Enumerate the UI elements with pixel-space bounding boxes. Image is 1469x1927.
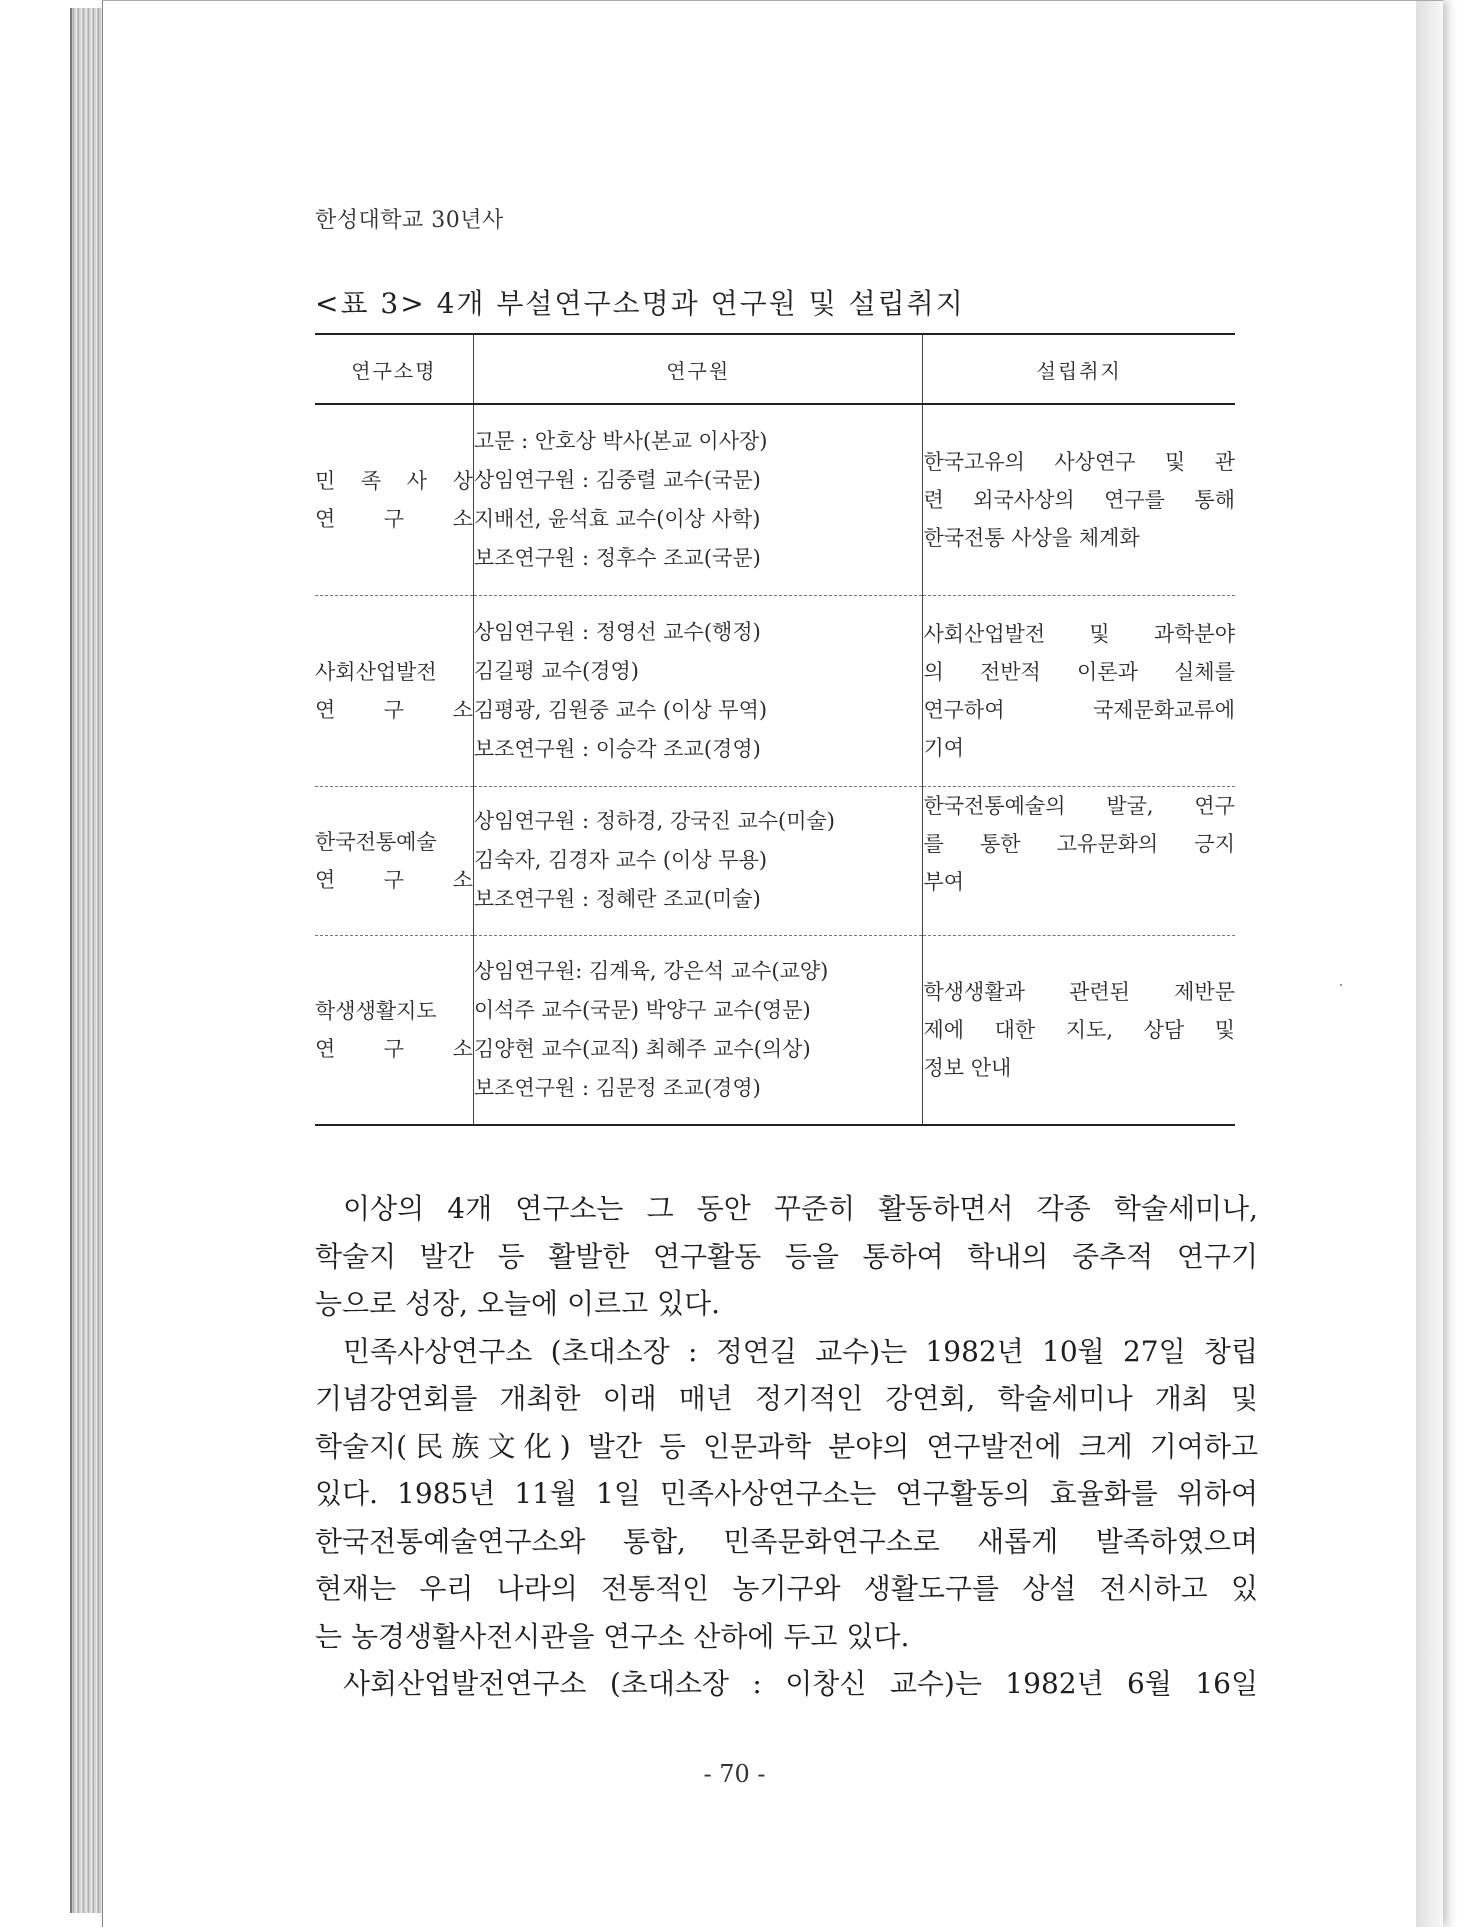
purpose-cell [923, 595, 1235, 786]
text-line: 능으로 성장, 오늘에 이르고 있다. [315, 1287, 721, 1320]
member-line: 지배선, 윤석효 교수(이상 사학) [473, 506, 761, 531]
table-row [315, 595, 1235, 786]
text-line: 사회산업발전연구소 (초대소장 : 이창신 교수)는 1982년 6월 16일 [343, 1667, 1258, 1700]
member-line: 김평광, 김원중 교수 (이상 무역) [473, 697, 768, 722]
purpose-line: 부여 [923, 869, 965, 894]
text-line: 한국전통예술연구소와 통합, 민족문화연구소로 새롭게 발족하였으며 [315, 1524, 1258, 1558]
institute-name-line: 학생생활지도 [315, 998, 437, 1023]
institute-name [315, 404, 473, 595]
institute-name-line: 한국전통예술 [315, 829, 437, 854]
member-line: 보조연구원 : 김문정 조교(경영) [473, 1075, 761, 1100]
member-line: 상임연구원 : 김중렬 교수(국문) [473, 467, 761, 492]
institute-name-line: 연 구 소 [315, 506, 473, 531]
text-line: 기념강연회를 개최한 이래 매년 정기적인 강연회, 학술세미나 개최 및 [315, 1382, 1258, 1415]
page-right-shadow [1416, 1, 1443, 1927]
page-number: - 70 - [703, 1760, 766, 1788]
member-line: 김길평 교수(경영) [473, 658, 639, 683]
member-line: 상임연구원: 김계육, 강은석 교수(교양) [473, 958, 829, 983]
members-cell [473, 404, 923, 595]
table-caption: <표 3> 4개 부설연구소명과 연구원 및 설립취지 [315, 287, 965, 320]
research-institutes-table [315, 333, 1235, 1126]
header-members: 연구원 [473, 334, 923, 404]
members-cell [473, 935, 923, 1125]
purpose-line: 한국전통 사상을 체계화 [923, 525, 1140, 550]
purpose-line: 정보 안내 [923, 1055, 1012, 1080]
table-row [315, 404, 1235, 595]
institute-name [315, 595, 473, 786]
text-line: 학술지(民族文化) 발간 등 인문과학 분야의 연구발전에 크게 기여하고 [315, 1429, 1258, 1463]
purpose-cell [923, 404, 1235, 595]
body-text [315, 1185, 1258, 1708]
header-institute: 연구소명 [315, 334, 473, 404]
table-row [315, 935, 1235, 1125]
institute-name [315, 935, 473, 1125]
institute-name-line: 사회산업발전 [315, 659, 437, 684]
book-page-edges [70, 8, 106, 1913]
text-line: 있다. 1985년 11월 1일 민족사상연구소는 연구활동의 효율화를 위하여 [315, 1477, 1258, 1510]
member-line: 이석주 교수(국문) 박양구 교수(영문) [473, 997, 811, 1022]
member-line: 보조연구원 : 정후수 조교(국문) [473, 545, 761, 570]
institute-name-line: 민 족 사 상 [315, 468, 473, 493]
institute-name [315, 786, 473, 935]
member-line: 상임연구원 : 정하경, 강국진 교수(미술) [473, 809, 836, 833]
paragraph [315, 1328, 1258, 1661]
purpose-line: 의 전반적 이론과 실체를 [923, 659, 1235, 684]
member-line: 김양현 교수(교직) 최혜주 교수(의상) [473, 1036, 811, 1061]
purpose-line: 연구하여 국제문화교류에 [923, 697, 1235, 722]
purpose-line: 련 외국사상의 연구를 통해 [923, 487, 1235, 512]
institute-name-line: 연 구 소 [315, 867, 473, 892]
scan-speck [1340, 984, 1342, 986]
paragraph [315, 1185, 1258, 1328]
purpose-cell [923, 786, 1235, 935]
purpose-line: 한국고유의 사상연구 및 관 [923, 449, 1235, 474]
institute-name-line: 연 구 소 [315, 1036, 473, 1061]
member-line: 상임연구원 : 정영선 교수(행정) [473, 619, 761, 644]
purpose-line: 를 통한 고유문화의 긍지 [923, 831, 1235, 856]
purpose-cell [923, 935, 1235, 1125]
text-line: 민족사상연구소 (초대소장 : 정연길 교수)는 1982년 10월 27일 창립 [343, 1334, 1258, 1368]
text-line: 는 농경생활사전시관을 연구소 산하에 두고 있다. [315, 1619, 910, 1653]
running-head: 한성대학교 30년사 [315, 208, 504, 233]
members-cell [473, 595, 923, 786]
paragraph [315, 1660, 1258, 1708]
member-line: 보조연구원 : 이승각 조교(경영) [473, 736, 761, 761]
purpose-line: 사회산업발전 및 과학분야 [923, 621, 1235, 646]
members-cell [473, 786, 923, 935]
text-line: 학술지 발간 등 활발한 연구활동 등을 통하여 학내의 중추적 연구기 [315, 1239, 1258, 1273]
purpose-line: 기여 [923, 735, 965, 760]
purpose-line: 제에 대한 지도, 상담 및 [923, 1017, 1235, 1042]
purpose-line: 한국전통예술의 발굴, 연구 [923, 793, 1235, 818]
text-line: 현재는 우리 나라의 전통적인 농기구와 생활도구를 상설 전시하고 있 [315, 1572, 1258, 1605]
text-line: 이상의 4개 연구소는 그 동안 꾸준히 활동하면서 각종 학술세미나, [343, 1192, 1258, 1225]
member-line: 보조연구원 : 정혜란 조교(미술) [473, 887, 761, 911]
purpose-line: 학생생활과 관련된 제반문 [923, 979, 1235, 1004]
institute-name-line: 연 구 소 [315, 697, 473, 722]
member-line: 고문 : 안호상 박사(본교 이사장) [473, 428, 768, 453]
header-purpose: 설립취지 [923, 334, 1235, 404]
table-header-row [315, 334, 1235, 404]
member-line: 김숙자, 김경자 교수 (이상 무용) [473, 848, 768, 872]
table-row [315, 786, 1235, 935]
